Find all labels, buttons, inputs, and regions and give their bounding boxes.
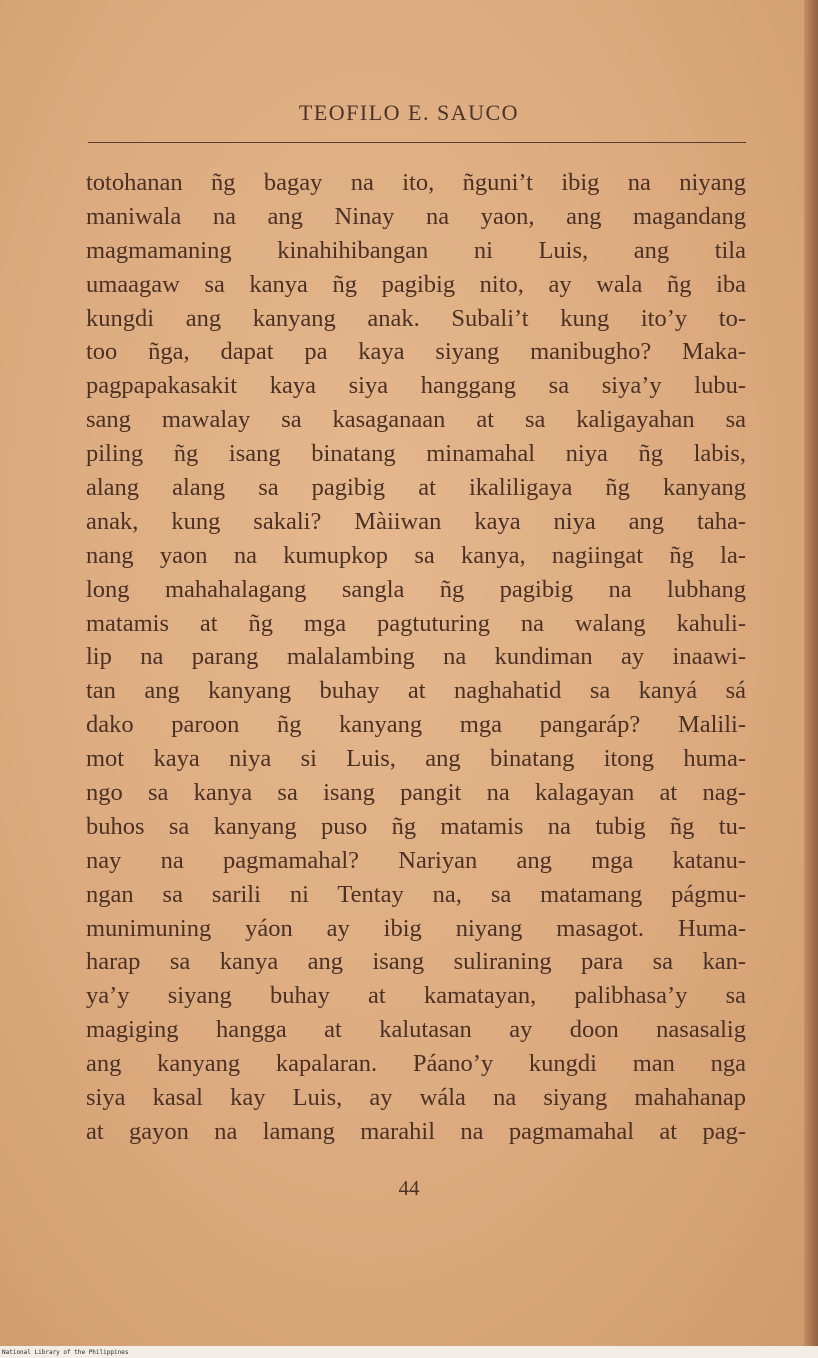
text-line: magmamaning kinahihibangan ni Luis, ang tila — [86, 236, 746, 264]
footer-source-note: National Library of the Philippines — [2, 1349, 129, 1356]
text-line: buhos sa kanyang puso ñg matamis na tubig ñg tu- — [86, 812, 746, 840]
text-line: matamis at ñg mga pagtuturing na walang kahuli- — [86, 609, 746, 637]
text-line: magiging hangga at kalutasan ay doon nasasalig — [86, 1016, 746, 1044]
text-line: nang yaon na kumupkop sa kanya, nagiingat ñg la- — [86, 541, 746, 569]
text-line: pagpapakasakit kaya siya hanggang sa siya’y lubu- — [86, 372, 746, 400]
text-line: munimuning yáon ay ibig niyang masagot. Huma- — [86, 914, 746, 942]
text-line: piling ñg isang binatang minamahal niya ñg labis, — [86, 440, 746, 468]
page-number: 44 — [398, 1176, 420, 1200]
text-line: kungdi ang kanyang anak. Subali’t kung ito’y to- — [86, 304, 746, 332]
text-line: tan ang kanyang buhay at naghahatid sa kanyá sá — [86, 677, 746, 705]
text-line: too ñga, dapat pa kaya siyang manibugho? Maka- — [86, 338, 746, 366]
page-edge-shadow — [804, 0, 818, 1358]
text-line: sang mawalay sa kasaganaan at sa kaligayahan sa — [86, 406, 746, 434]
text-line: long mahahalagang sangla ñg pagibig na lubhang — [86, 575, 746, 603]
text-line: totohanan ñg bagay na ito, ñguni’t ibig na niyang — [86, 169, 746, 196]
text-line: umaagaw sa kanya ñg pagibig nito, ay wala ñg iba — [86, 270, 746, 298]
text-line: at gayon na lamang marahil na pagmamahal at pag- — [86, 1117, 746, 1145]
header-rule — [88, 142, 746, 143]
text-line: dako paroon ñg kanyang mga pangaráp? Malili- — [86, 711, 746, 739]
text-line: alang alang sa pagibig at ikaliligaya ñg kanyang — [86, 474, 746, 502]
running-header: TEOFILO E. SAUCO — [298, 100, 520, 125]
text-line: maniwala na ang Ninay na yaon, ang magandang — [86, 202, 746, 230]
text-line: mot kaya niya si Luis, ang binatang itong huma- — [86, 745, 746, 773]
text-line: nay na pagmamahal? Nariyan ang mga katanu- — [86, 846, 746, 874]
body-text — [86, 166, 746, 1149]
text-line: ngo sa kanya sa isang pangit na kalagayan at nag- — [86, 779, 746, 807]
text-line: siya kasal kay Luis, ay wála na siyang mahahanap — [86, 1084, 746, 1112]
text-line: harap sa kanya ang isang suliraning para sa kan- — [86, 948, 746, 976]
text-line: anak, kung sakali? Màiiwan kaya niya ang taha- — [86, 507, 746, 535]
text-line: ya’y siyang buhay at kamatayan, palibhasa’y sa — [86, 982, 746, 1010]
text-line: ngan sa sarili ni Tentay na, sa matamang págmu- — [86, 880, 746, 908]
text-line: lip na parang malalambing na kundiman ay inaawi- — [86, 643, 746, 671]
text-line: ang kanyang kapalaran. Páano’y kungdi man nga — [86, 1050, 746, 1078]
